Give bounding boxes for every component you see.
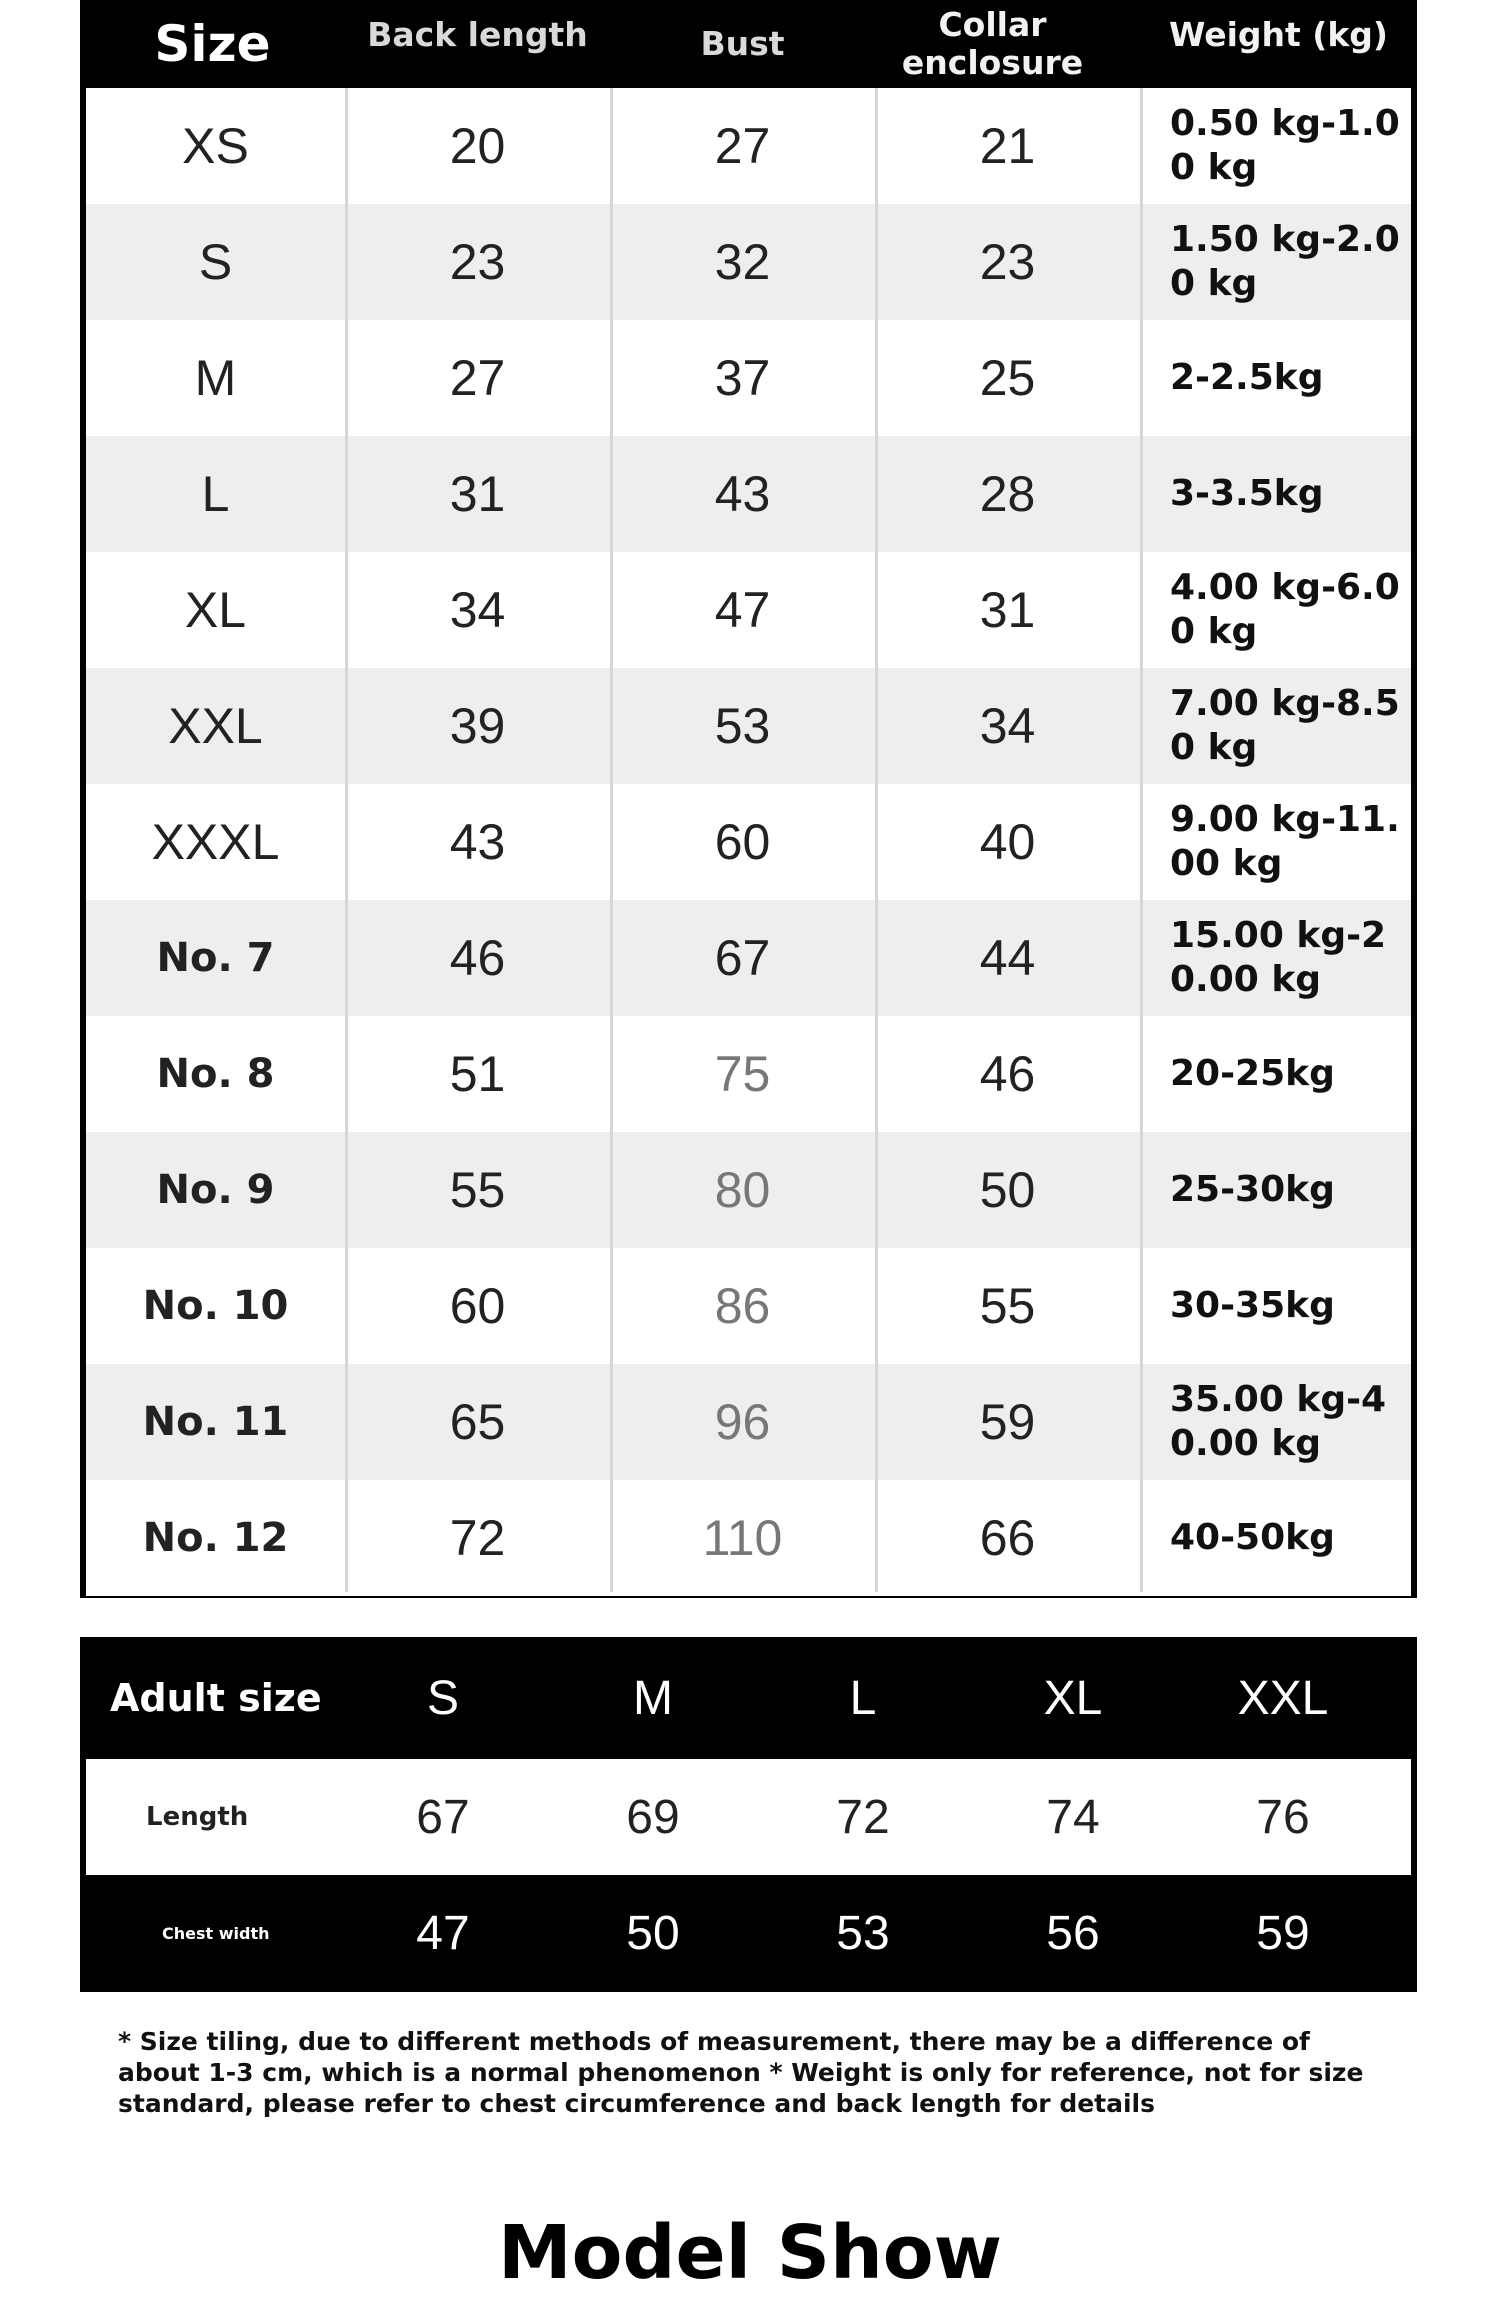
collar-cell: 28 <box>979 466 1036 522</box>
size-cell: S <box>198 234 233 290</box>
size-cell: XL <box>184 582 247 638</box>
weight-cell: 20-25kg <box>1170 1053 1335 1094</box>
size-cell: No. 11 <box>142 1399 289 1445</box>
weight-cell: 7.00 kg-8.50 kg <box>1170 683 1400 768</box>
weight-cell: 2-2.5kg <box>1170 357 1324 398</box>
bust-cell: 67 <box>714 930 771 986</box>
adult-chest-value: 47 <box>416 1907 470 1960</box>
bust-cell: 37 <box>714 350 771 406</box>
table-row <box>86 204 1411 320</box>
collar-cell: 46 <box>979 1046 1036 1102</box>
adult-length-value: 76 <box>1256 1790 1310 1844</box>
back-length-cell: 39 <box>449 698 506 754</box>
table-row <box>86 552 1411 668</box>
back-length-cell: 20 <box>449 118 506 174</box>
adult-length-value: 69 <box>626 1790 680 1844</box>
table-row <box>86 1016 1411 1132</box>
bust-cell: 80 <box>714 1162 771 1218</box>
collar-cell: 66 <box>979 1510 1036 1566</box>
back-length-cell: 65 <box>449 1394 506 1450</box>
collar-cell: 23 <box>979 234 1036 290</box>
back-length-cell: 72 <box>449 1510 506 1566</box>
collar-cell: 50 <box>979 1162 1036 1218</box>
weight-cell: 25-30kg <box>1170 1169 1335 1210</box>
adult-length-row <box>86 1759 1411 1875</box>
header-weight: Weight (kg) <box>1168 15 1389 54</box>
adult-length-value: 74 <box>1046 1790 1100 1844</box>
bust-cell: 27 <box>714 118 771 174</box>
bust-cell: 47 <box>714 582 771 638</box>
column-divider <box>875 88 878 1592</box>
column-divider <box>1140 88 1143 1592</box>
bust-cell: 75 <box>714 1046 771 1102</box>
adult-size-s: S <box>426 1671 459 1725</box>
back-length-cell: 34 <box>449 582 506 638</box>
collar-cell: 31 <box>979 582 1036 638</box>
collar-cell: 55 <box>979 1278 1036 1334</box>
adult-size-xl: XL <box>1043 1671 1103 1725</box>
header-bust: Bust <box>700 24 785 63</box>
table-row <box>86 88 1411 204</box>
column-divider <box>610 88 613 1592</box>
weight-cell: 9.00 kg-11.00 kg <box>1170 799 1400 884</box>
bust-cell: 96 <box>714 1394 771 1450</box>
model-show-title: Model Show <box>498 2210 1002 2296</box>
bust-cell: 43 <box>714 466 771 522</box>
adult-chest-value: 53 <box>836 1907 890 1960</box>
adult-size-header-row <box>80 1637 1417 1759</box>
header-back-length: Back length <box>367 15 588 54</box>
adult-size-xxl: XXL <box>1237 1671 1329 1725</box>
collar-cell: 34 <box>979 698 1036 754</box>
bust-cell: 60 <box>714 814 771 870</box>
table-row <box>86 668 1411 784</box>
table-row <box>86 1364 1411 1480</box>
weight-cell: 3-3.5kg <box>1170 473 1324 514</box>
bust-cell: 32 <box>714 234 771 290</box>
size-cell: No. 7 <box>156 935 275 981</box>
column-divider <box>345 88 348 1592</box>
back-length-cell: 46 <box>449 930 506 986</box>
adult-size-table <box>80 1637 1417 1992</box>
size-cell: L <box>201 466 230 522</box>
adult-chest-value: 59 <box>1256 1907 1310 1960</box>
adult-chest-value: 56 <box>1046 1907 1100 1960</box>
table-row <box>86 320 1411 436</box>
weight-cell: 40-50kg <box>1170 1517 1335 1558</box>
weight-cell: 0.50 kg-1.00 kg <box>1170 103 1400 188</box>
weight-cell: 4.00 kg-6.00 kg <box>1170 567 1400 652</box>
back-length-cell: 23 <box>449 234 506 290</box>
adult-size-label: Adult size <box>110 1676 322 1720</box>
table-row <box>86 900 1411 1016</box>
header-collar: Collar enclosure <box>901 5 1084 82</box>
pet-size-table-header <box>80 0 1417 88</box>
adult-length-value: 72 <box>836 1790 890 1844</box>
bust-cell: 110 <box>702 1510 783 1566</box>
table-row <box>86 1480 1411 1596</box>
back-length-cell: 55 <box>449 1162 506 1218</box>
adult-size-l: L <box>849 1671 877 1725</box>
back-length-cell: 51 <box>449 1046 506 1102</box>
size-cell: XXL <box>168 698 263 754</box>
table-row <box>86 784 1411 900</box>
header-size: Size <box>154 15 271 73</box>
back-length-cell: 60 <box>449 1278 506 1334</box>
pet-size-table-body <box>86 88 1411 1592</box>
bust-cell: 53 <box>714 698 771 754</box>
weight-cell: 1.50 kg-2.00 kg <box>1170 219 1400 304</box>
collar-cell: 40 <box>979 814 1036 870</box>
adult-chest-value: 50 <box>626 1907 680 1960</box>
table-row <box>86 1248 1411 1364</box>
size-footnote: * Size tiling, due to different methods of measurement, there may be a difference of about 1-3 cm, which is a normal phenomenon * Weight is only for reference, not for size standard, please refer to chest circumference and back length for details <box>118 2027 1364 2118</box>
collar-cell: 21 <box>979 118 1036 174</box>
collar-cell: 25 <box>979 350 1036 406</box>
back-length-cell: 31 <box>449 466 506 522</box>
bust-cell: 86 <box>714 1278 771 1334</box>
size-cell: No. 9 <box>156 1167 275 1213</box>
weight-cell: 35.00 kg-40.00 kg <box>1170 1379 1387 1464</box>
size-cell: XXXL <box>151 814 280 870</box>
adult-length-value: 67 <box>416 1790 470 1844</box>
pet-size-table <box>80 0 1417 1598</box>
adult-size-m: M <box>633 1671 673 1725</box>
collar-cell: 59 <box>979 1394 1036 1450</box>
weight-cell: 30-35kg <box>1170 1285 1335 1326</box>
weight-cell: 15.00 kg-20.00 kg <box>1170 915 1387 1000</box>
size-cell: No. 12 <box>142 1515 289 1561</box>
size-cell: XS <box>182 118 249 174</box>
size-cell: No. 8 <box>156 1051 275 1097</box>
adult-length-label: Length <box>146 1802 249 1832</box>
table-row <box>86 436 1411 552</box>
size-cell: M <box>194 350 237 406</box>
adult-chest-label: Chest width <box>162 1924 270 1943</box>
collar-cell: 44 <box>979 930 1036 986</box>
back-length-cell: 27 <box>449 350 506 406</box>
back-length-cell: 43 <box>449 814 506 870</box>
adult-chest-row <box>80 1875 1417 1992</box>
size-cell: No. 10 <box>142 1283 289 1329</box>
table-row <box>86 1132 1411 1248</box>
